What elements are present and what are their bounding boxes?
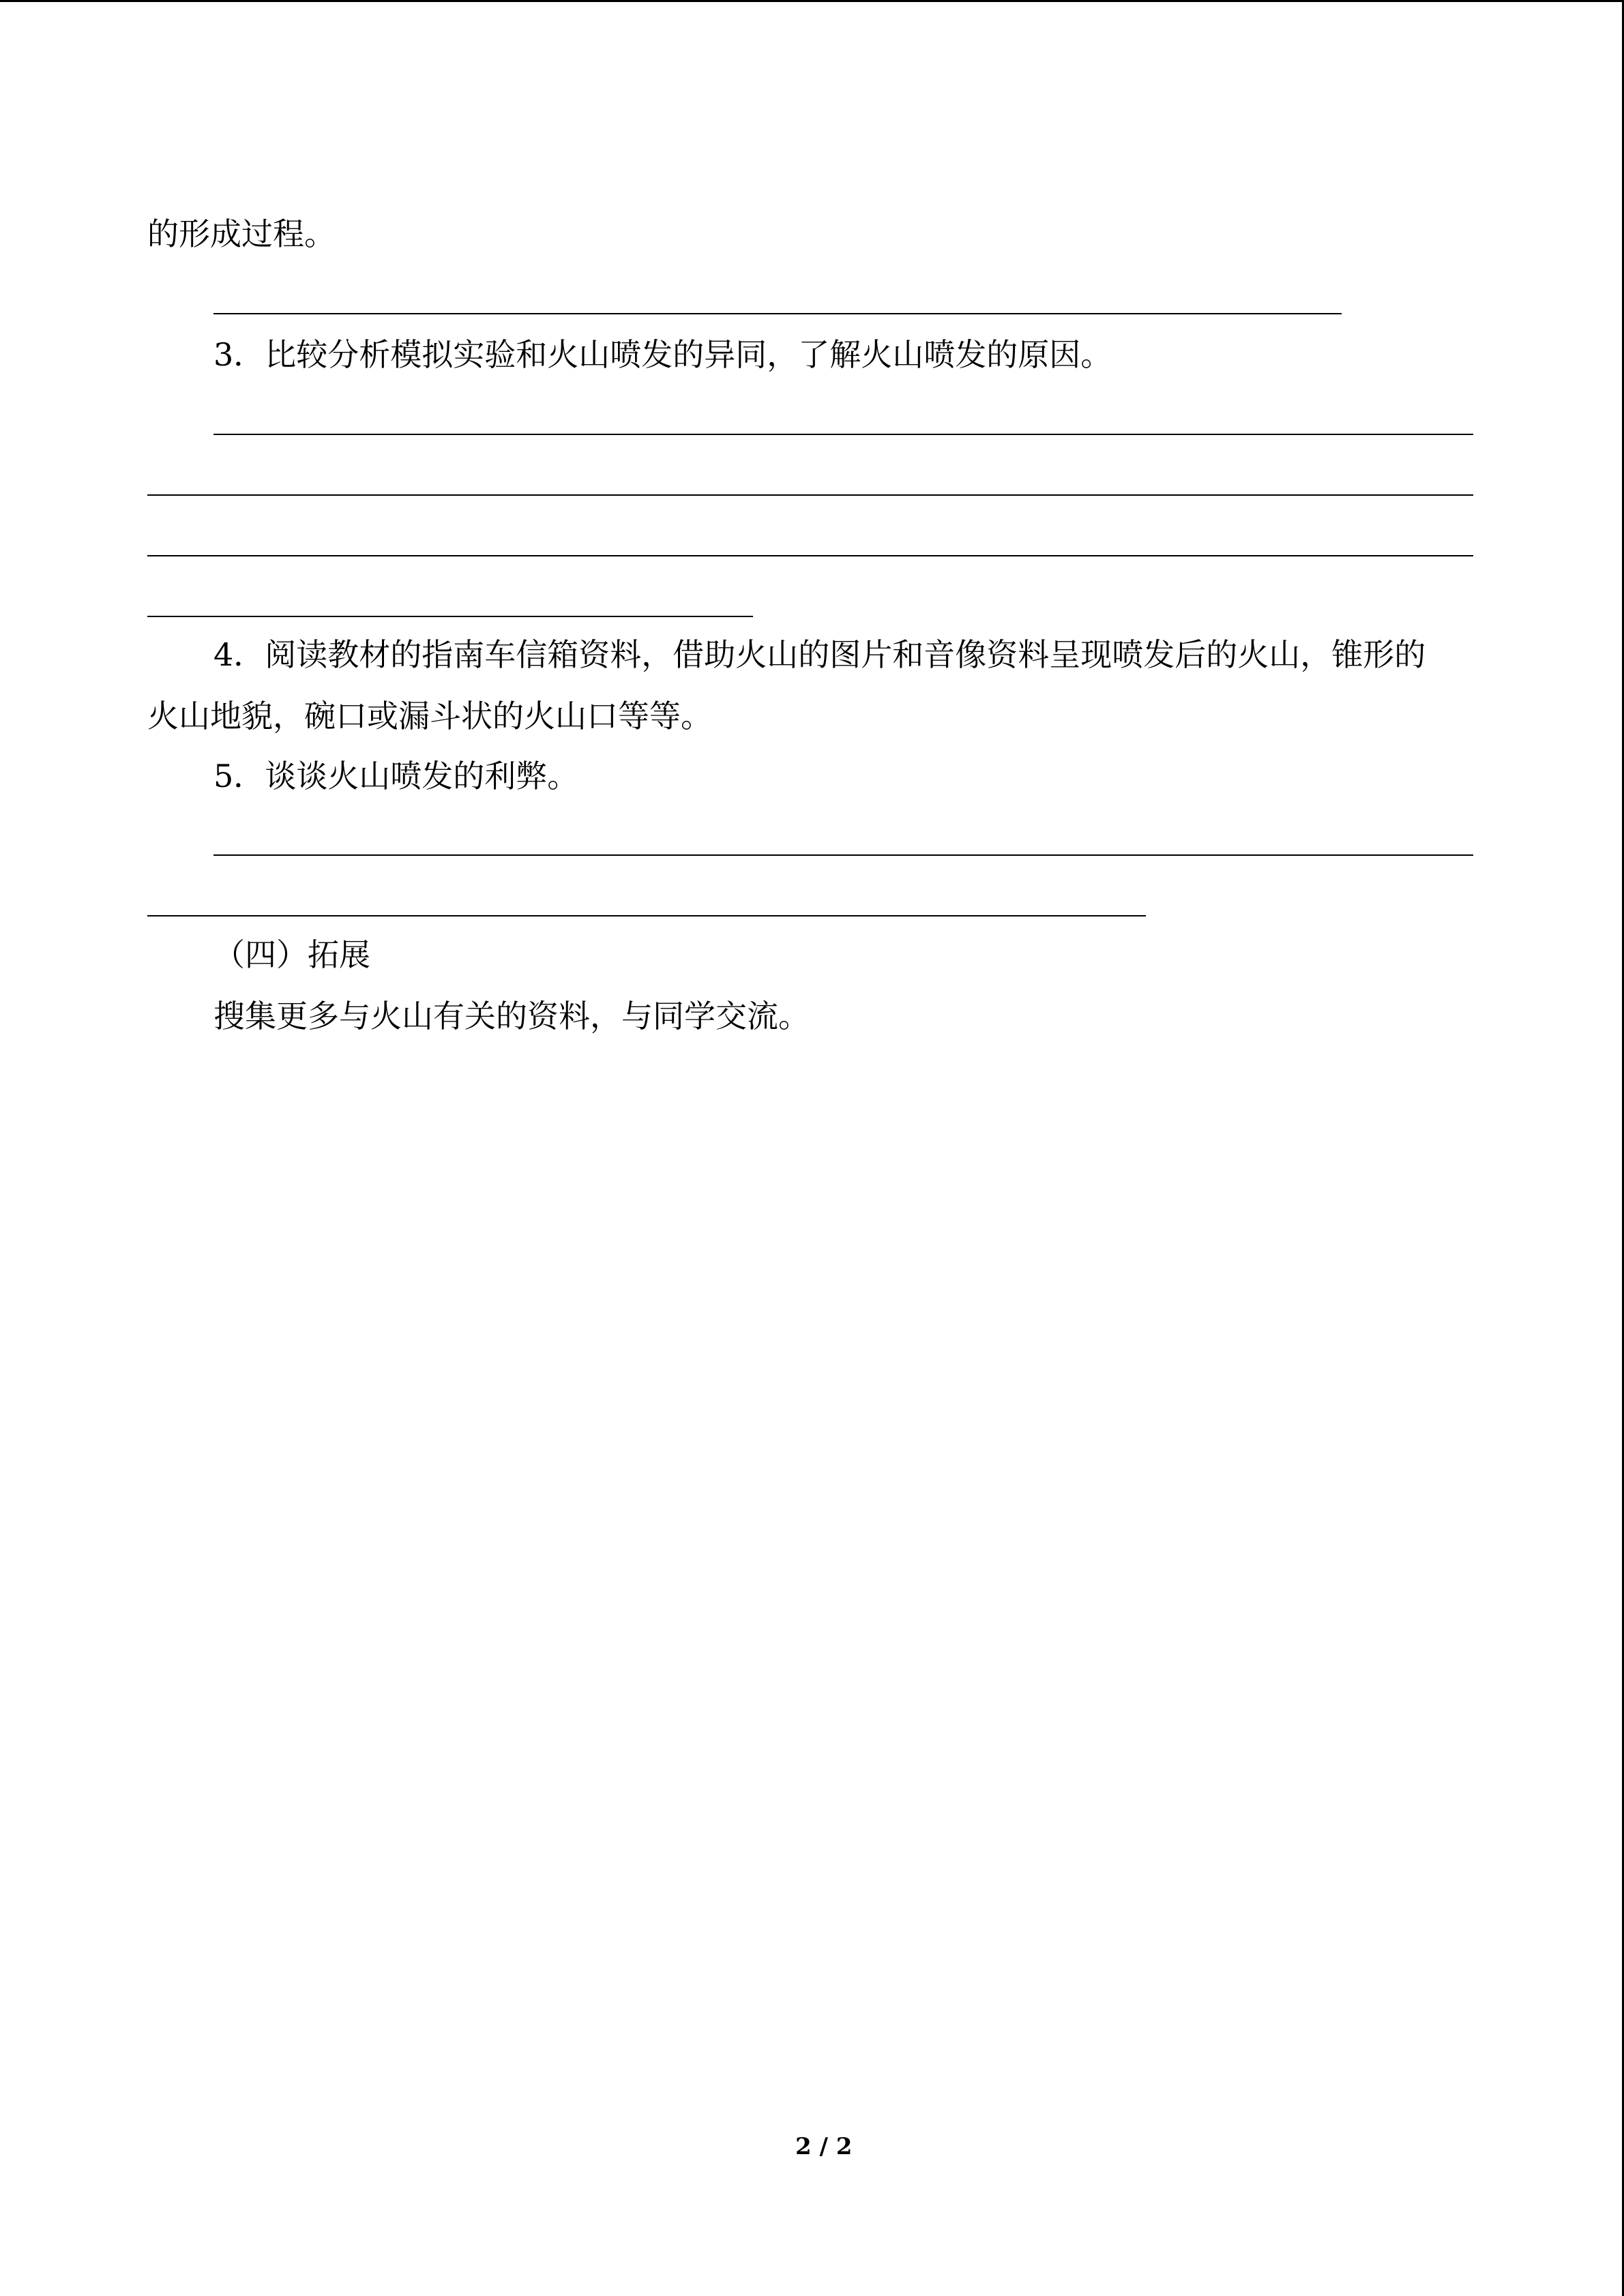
- answer-line-5a: [213, 854, 1473, 856]
- question-4-continued: 火山地貌，碗口或漏斗状的火山口等等。: [147, 698, 712, 734]
- question-4: 4．阅读教材的指南车信箱资料，借助火山的图片和音像资料呈现喷发后的火山，锥形的: [213, 636, 1426, 673]
- text-line-formation: 的形成过程。: [147, 215, 336, 252]
- section-heading-extension: （四）拓展: [213, 936, 370, 973]
- page-number: 2 / 2: [795, 2133, 853, 2160]
- answer-line-3a: [213, 434, 1473, 435]
- page-border-top: [0, 0, 1624, 2]
- answer-line-3b: [147, 494, 1473, 496]
- question-3: 3．比较分析模拟实验和火山喷发的异同，了解火山喷发的原因。: [213, 336, 1112, 373]
- answer-line-2: [213, 313, 1342, 314]
- answer-line-5b: [147, 915, 1146, 916]
- extension-task: 搜集更多与火山有关的资料，与同学交流。: [213, 998, 810, 1034]
- answer-line-3d: [147, 616, 753, 617]
- question-5: 5．谈谈火山喷发的利弊。: [213, 758, 579, 794]
- answer-line-3c: [147, 555, 1473, 556]
